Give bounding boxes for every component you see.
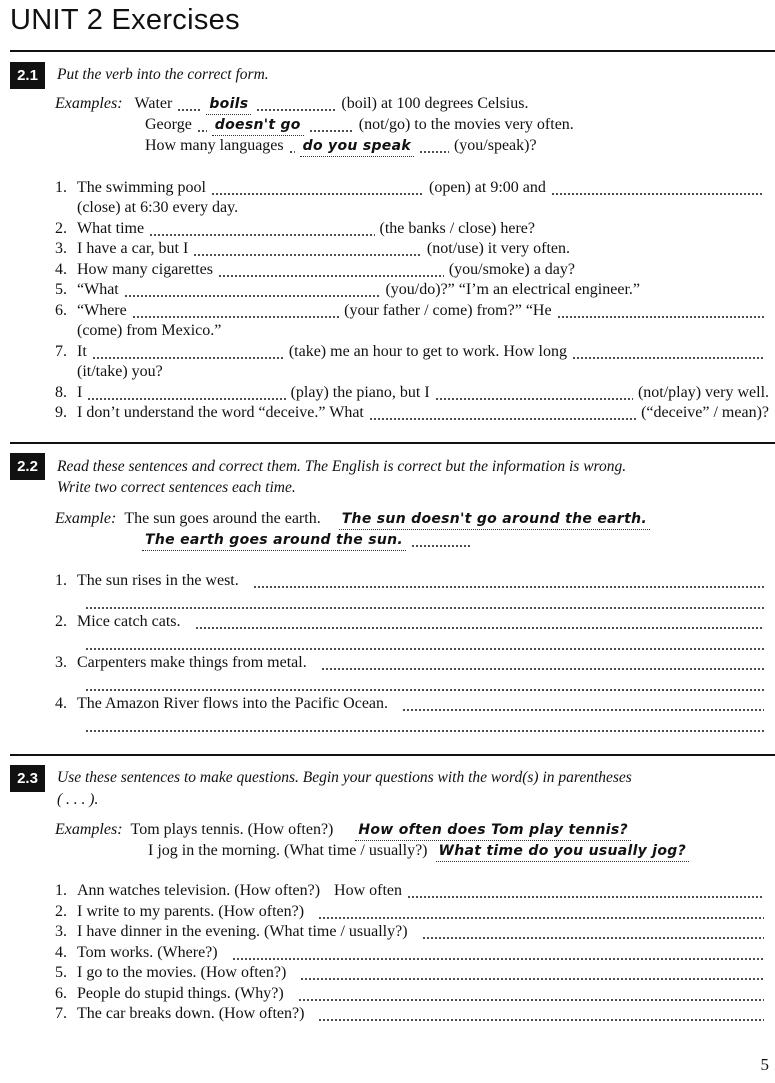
- item-text: I go to the movies. (How often?): [77, 964, 287, 981]
- exercise-instruction: Read these sentences and correct them. The English is correct but the information is wrong.: [57, 458, 627, 475]
- answer-blank[interactable]: [321, 653, 764, 673]
- example-answer: The sun doesn't go around the earth.: [339, 509, 650, 530]
- example-row: [55, 94, 655, 114]
- answer-blank[interactable]: [318, 902, 764, 922]
- example-row: [55, 509, 769, 529]
- item-text: (it/take) you?: [77, 363, 163, 380]
- example-answer: What time do you usually jog?: [436, 841, 690, 862]
- example-answer: The earth goes around the sun.: [142, 530, 406, 551]
- item-text: Mice catch cats.: [77, 613, 181, 630]
- example-row: [148, 841, 769, 861]
- exercise-item: [77, 198, 238, 218]
- item-number: 3.: [55, 654, 67, 671]
- item-text: How many cigarettes: [77, 261, 213, 278]
- exercise-item: [55, 694, 769, 714]
- item-text: (“deceive” / mean)?: [641, 404, 769, 421]
- item-text: (open) at 9:00 and: [429, 179, 546, 196]
- exercise-item: [55, 178, 769, 198]
- exercise-item: [55, 219, 535, 239]
- item-text: The Amazon River flows into the Pacific Ocean.: [77, 695, 389, 712]
- answer-blank[interactable]: [195, 612, 765, 632]
- answer-blank[interactable]: [211, 178, 424, 198]
- item-text: I don’t understand the word “deceive.” What: [77, 404, 364, 421]
- exercise-number-2-3: 2.3: [10, 765, 45, 792]
- item-text: (come) from Mexico.”: [77, 322, 222, 339]
- example-row: [55, 820, 769, 840]
- answer-blank[interactable]: [318, 1004, 764, 1024]
- item-number: 3.: [55, 240, 67, 257]
- exercise-item: [77, 362, 163, 382]
- item-text: The sun rises in the west.: [77, 572, 239, 589]
- item-text: (the banks / close) here?: [379, 220, 535, 237]
- item-number: 6.: [55, 985, 67, 1002]
- item-number: 6.: [55, 302, 67, 319]
- exercise-item: [55, 984, 769, 1004]
- exercise-item: [55, 403, 769, 423]
- item-text: (you/do)?” “I’m an electrical engineer.”: [385, 281, 640, 298]
- example-answer: How often does Tom play tennis?: [355, 820, 631, 841]
- item-text: Tom works. (Where?): [77, 944, 218, 961]
- example-text: (not/go) to the movies very often.: [358, 116, 574, 133]
- example-text: I jog in the morning. (What time / usually?): [148, 842, 428, 859]
- section-divider: [10, 754, 775, 756]
- answer-blank[interactable]: [85, 674, 764, 694]
- answer-line: [80, 674, 769, 694]
- exercise-instruction: ( . . . ).: [57, 791, 99, 808]
- item-text: (your father / come) from?” “He: [344, 302, 552, 319]
- item-text: (you/smoke) a day?: [448, 261, 575, 278]
- item-text: How often: [334, 882, 403, 899]
- example-text: How many languages: [145, 137, 284, 154]
- exercise-instruction: Put the verb into the correct form.: [57, 66, 269, 83]
- item-text: It: [77, 343, 87, 360]
- answer-blank[interactable]: [407, 881, 764, 901]
- example-answer: doesn't go: [212, 115, 304, 136]
- item-number: 9.: [55, 404, 67, 421]
- item-number: 2.: [55, 613, 67, 630]
- item-text: (take) me an hour to get to work. How long: [288, 343, 567, 360]
- exercise-item: [55, 881, 769, 901]
- example-text: Water: [134, 95, 173, 112]
- exercise-number-2-2: 2.2: [10, 453, 45, 480]
- answer-blank[interactable]: [435, 383, 633, 403]
- item-text: I: [77, 384, 83, 401]
- answer-blank[interactable]: [85, 633, 764, 653]
- item-text: Carpenters make things from metal.: [77, 654, 307, 671]
- item-number: 1.: [55, 572, 67, 589]
- exercise-item: [55, 260, 575, 280]
- item-number: 1.: [55, 882, 67, 899]
- exercise-item: [55, 653, 769, 673]
- exercise-item: [55, 301, 769, 321]
- answer-line: [80, 592, 769, 612]
- item-number: 7.: [55, 343, 67, 360]
- item-number: 4.: [55, 944, 67, 961]
- answer-blank[interactable]: [557, 301, 764, 321]
- answer-blank[interactable]: [253, 571, 764, 591]
- item-number: 7.: [55, 1005, 67, 1022]
- example-text: The sun goes around the earth.: [124, 510, 321, 527]
- answer-blank[interactable]: [422, 922, 764, 942]
- exercise-instruction: Write two correct sentences each time.: [57, 479, 296, 496]
- item-text: (play) the piano, but I: [290, 384, 430, 401]
- item-number: 1.: [55, 179, 67, 196]
- example-answer: boils: [206, 94, 251, 115]
- exercise-item: [55, 383, 769, 403]
- answer-blank[interactable]: [300, 963, 764, 983]
- example-text: George: [145, 116, 192, 133]
- answer-blank[interactable]: [402, 694, 764, 714]
- exercise-item: [55, 342, 769, 362]
- answer-blank[interactable]: [369, 403, 636, 423]
- example-row: [145, 136, 605, 156]
- exercise-item: [77, 321, 221, 341]
- item-text: Ann watches television. (How often?): [77, 882, 321, 899]
- item-number: 5.: [55, 964, 67, 981]
- answer-line: [80, 715, 769, 735]
- exercise-item: [55, 571, 769, 591]
- answer-blank[interactable]: [85, 592, 764, 612]
- exercise-item: [55, 902, 769, 922]
- answer-blank[interactable]: [85, 715, 764, 735]
- answer-blank[interactable]: [551, 178, 764, 198]
- item-text: What time: [77, 220, 145, 237]
- answer-blank[interactable]: [124, 280, 381, 300]
- item-text: (close) at 6:30 every day.: [77, 199, 239, 216]
- example-text: (you/speak)?: [453, 137, 537, 154]
- example-label: Example:: [55, 510, 117, 527]
- item-number: 4.: [55, 695, 67, 712]
- item-number: 3.: [55, 923, 67, 940]
- exercise-number-2-1: 2.1: [10, 62, 45, 89]
- answer-blank[interactable]: [132, 301, 339, 321]
- section-divider: [10, 442, 775, 444]
- item-text: I write to my parents. (How often?): [77, 903, 305, 920]
- item-number: 5.: [55, 281, 67, 298]
- answer-blank[interactable]: [87, 383, 285, 403]
- answer-blank[interactable]: [572, 342, 764, 362]
- page-number: 5: [760, 1055, 769, 1074]
- item-text: The swimming pool: [77, 179, 206, 196]
- example-answer: do you speak: [300, 136, 414, 157]
- item-number: 8.: [55, 384, 67, 401]
- examples-label: Examples:: [55, 95, 123, 112]
- section-divider: [10, 50, 775, 52]
- examples-label: Examples:: [55, 821, 123, 838]
- exercise-item: [55, 963, 769, 983]
- item-text: “Where: [77, 302, 127, 319]
- answer-blank[interactable]: [218, 260, 444, 280]
- example-text: (boil) at 100 degrees Celsius.: [341, 95, 529, 112]
- item-text: (not/use) it very often.: [426, 240, 570, 257]
- answer-blank[interactable]: [149, 219, 374, 239]
- exercise-item: [55, 943, 769, 963]
- item-number: 2.: [55, 220, 67, 237]
- item-text: (not/play) very well.: [637, 384, 770, 401]
- exercise-item: [55, 239, 570, 259]
- answer-blank[interactable]: [193, 239, 422, 259]
- item-number: 2.: [55, 903, 67, 920]
- example-row: [145, 115, 655, 135]
- answer-blank[interactable]: [232, 943, 764, 963]
- item-text: I have dinner in the evening. (What time / usually?): [77, 923, 408, 940]
- answer-blank[interactable]: [298, 984, 764, 1004]
- item-text: People do stupid things. (Why?): [77, 985, 284, 1002]
- exercise-item: [55, 280, 640, 300]
- answer-line: [80, 633, 769, 653]
- item-text: I have a car, but I: [77, 240, 189, 257]
- exercise-instruction: Use these sentences to make questions. Begin your questions with the word(s) in parentheses: [57, 769, 632, 786]
- unit-title: UNIT 2 Exercises: [10, 4, 240, 36]
- example-row: [142, 530, 477, 550]
- item-number: 4.: [55, 261, 67, 278]
- exercise-item: [55, 1004, 769, 1024]
- exercise-item: [55, 612, 769, 632]
- item-text: The car breaks down. (How often?): [77, 1005, 305, 1022]
- example-text: Tom plays tennis. (How often?): [130, 821, 334, 838]
- exercise-item: [55, 922, 769, 942]
- answer-blank[interactable]: [92, 342, 284, 362]
- item-text: “What: [77, 281, 119, 298]
